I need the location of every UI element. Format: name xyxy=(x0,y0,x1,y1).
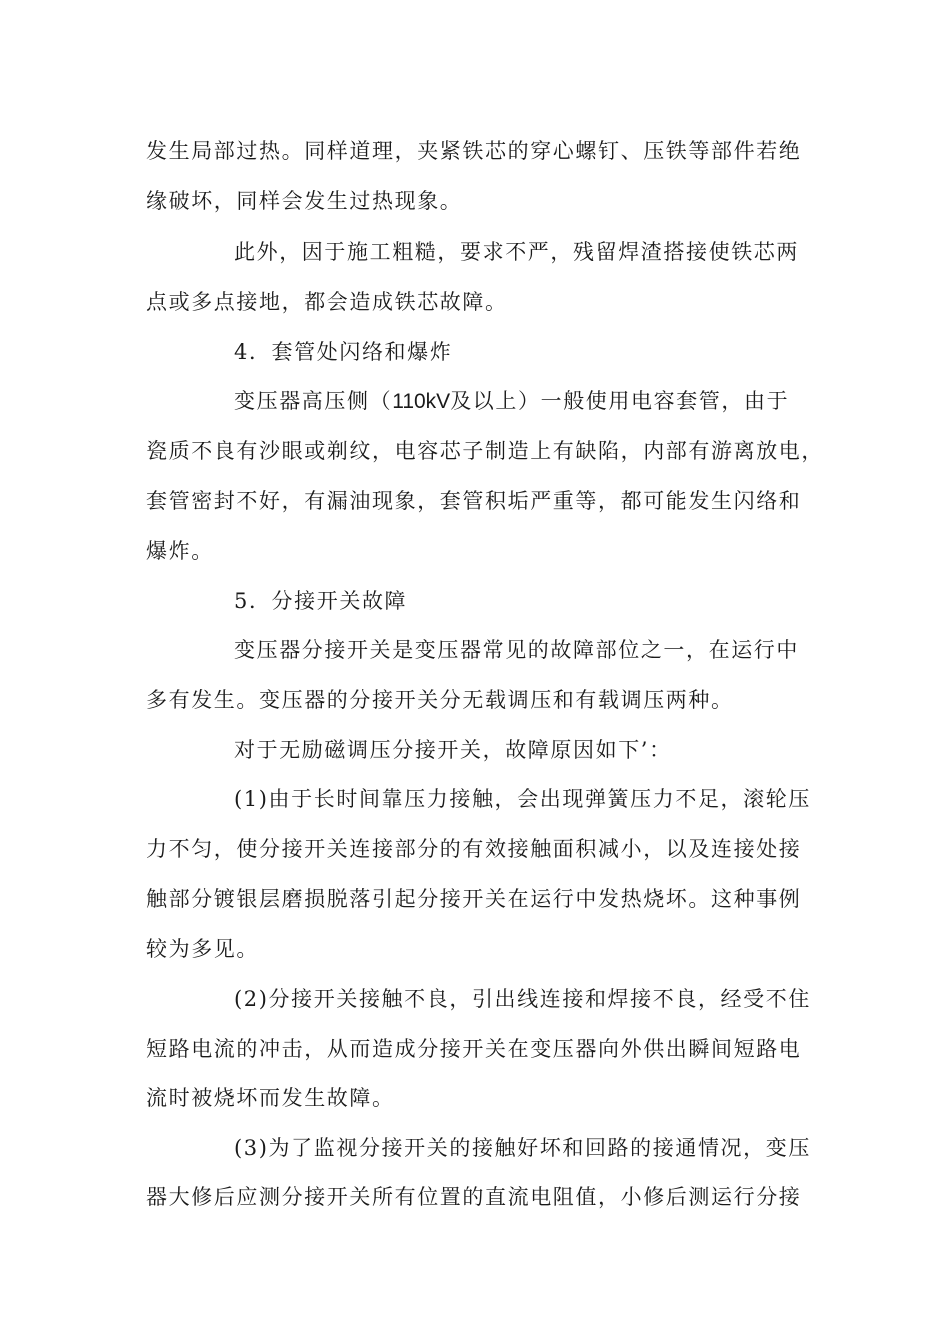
text-line: 套管密封不好，有漏油现象，套管积垢严重等，都可能发生闪络和 xyxy=(146,489,802,513)
text-line xyxy=(234,386,789,417)
text-line: 瓷质不良有沙眼或剃纹，电容芯子制造上有缺陷，内部有游离放电， xyxy=(146,439,824,463)
section-heading: 5．分接开关故障 xyxy=(234,589,408,613)
section-heading: 4．套管处闪络和爆炸 xyxy=(234,340,453,364)
text-line: 发生局部过热。同样道理，夹紧铁芯的穿心螺钉、压铁等部件若绝 xyxy=(146,139,802,163)
voltage-value: 110kV xyxy=(392,390,451,413)
text-line: 较为多见。 xyxy=(146,937,259,961)
text-line: 力不匀，使分接开关连接部分的有效接触面积减小，以及连接处接 xyxy=(146,837,802,861)
text-line: 缘破坏，同样会发生过热现象。 xyxy=(146,189,463,213)
text-line: 多有发生。变压器的分接开关分无载调压和有载调压两种。 xyxy=(146,688,734,712)
text-line: (1)由于长时间靠压力接触，会出现弹簧压力不足，滚轮压 xyxy=(234,787,811,811)
text-line: 此外，因于施工粗糙，要求不严，残留焊渣搭接使铁芯两 xyxy=(234,240,799,264)
text-line: 短路电流的冲击，从而造成分接开关在变压器向外供出瞬间短路电 xyxy=(146,1037,802,1061)
text-line: 变压器分接开关是变压器常见的故障部位之一，在运行中 xyxy=(234,638,799,662)
text-line: 流时被烧坏而发生故障。 xyxy=(146,1086,395,1110)
text-line: (3)为了监视分接开关的接触好坏和回路的接通情况，变压 xyxy=(234,1136,811,1160)
text-line: 器大修后应测分接开关所有位置的直流电阻值，小修后测运行分接 xyxy=(146,1185,802,1209)
text-line: 对于无励磁调压分接开关，故障原因如下’： xyxy=(234,738,672,762)
text-line: 触部分镀银层磨损脱落引起分接开关在运行中发热烧坏。这种事例 xyxy=(146,887,802,911)
text-segment: 变压器高压侧（ xyxy=(234,389,393,413)
text-line: 爆炸。 xyxy=(146,539,214,563)
text-line: 点或多点接地，都会造成铁芯故障。 xyxy=(146,290,508,314)
text-line: (2)分接开关接触不良，引出线连接和焊接不良，经受不住 xyxy=(234,987,811,1011)
text-segment: 及以上）一般使用电容套管，由于 xyxy=(450,389,790,413)
